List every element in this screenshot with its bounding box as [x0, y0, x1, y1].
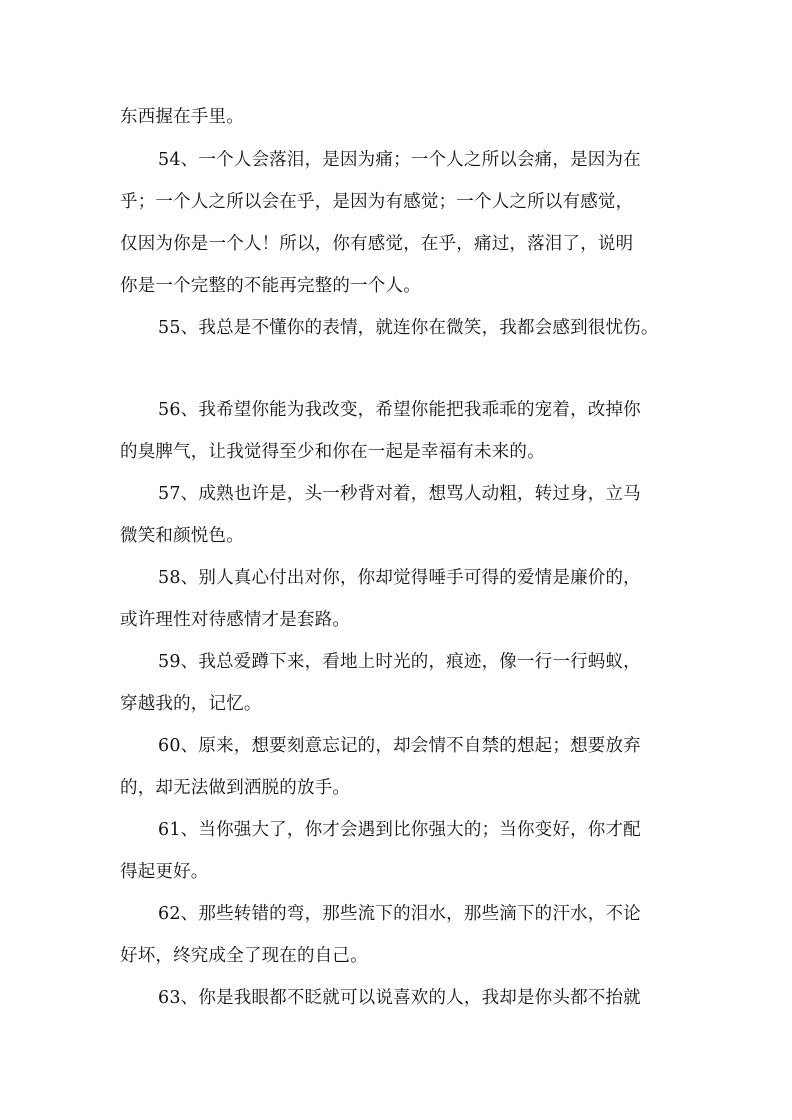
paragraph-56-start: 56、我希望你能为我改变，希望你能把我乖乖的宠着，改掉你: [158, 400, 641, 420]
text-line: 微笑和颜悦色。: [120, 526, 244, 546]
paragraph-55-start: 55、我总是不懂你的表情，就连你在微笑，我都会感到很忧伤。: [158, 318, 659, 338]
text-line: 东西握在手里。: [120, 107, 244, 127]
paragraph-62-start: 62、那些转错的弯，那些流下的泪水，那些滴下的汗水，不论: [158, 904, 641, 924]
text-line: 好坏，终究成全了现在的自己。: [120, 946, 368, 966]
paragraph-60-start: 60、原来，想要刻意忘记的，却会情不自禁的想起；想要放弃: [158, 736, 641, 756]
text-line: 仅因为你是一个人！所以，你有感觉，在乎，痛过，落泪了，说明: [120, 234, 634, 254]
text-line: 的臭脾气，让我觉得至少和你在一起是幸福有未来的。: [120, 442, 545, 462]
text-line: 或许理性对待感情才是套路。: [120, 610, 351, 630]
text-line: 穿越我的，记忆。: [120, 694, 262, 714]
paragraph-54-start: 54、一个人会落泪，是因为痛；一个人之所以会痛，是因为在: [158, 150, 641, 170]
text-line: 你是一个完整的不能再完整的一个人。: [120, 276, 421, 296]
paragraph-57-start: 57、成熟也许是，头一秒背对着，想骂人动粗，转过身，立马: [158, 484, 641, 504]
text-line: 得起更好。: [120, 862, 209, 882]
text-line: 乎；一个人之所以会在乎，是因为有感觉；一个人之所以有感觉，: [120, 192, 634, 212]
paragraph-58-start: 58、别人真心付出对你，你却觉得唾手可得的爱情是廉价的，: [158, 568, 641, 588]
text-line: 的，却无法做到洒脱的放手。: [120, 778, 351, 798]
paragraph-61-start: 61、当你强大了，你才会遇到比你强大的；当你变好，你才配: [158, 820, 641, 840]
paragraph-59-start: 59、我总爱蹲下来，看地上时光的，痕迹，像一行一行蚂蚁，: [158, 652, 641, 672]
paragraph-63-start: 63、你是我眼都不眨就可以说喜欢的人，我却是你头都不抬就: [158, 988, 641, 1008]
